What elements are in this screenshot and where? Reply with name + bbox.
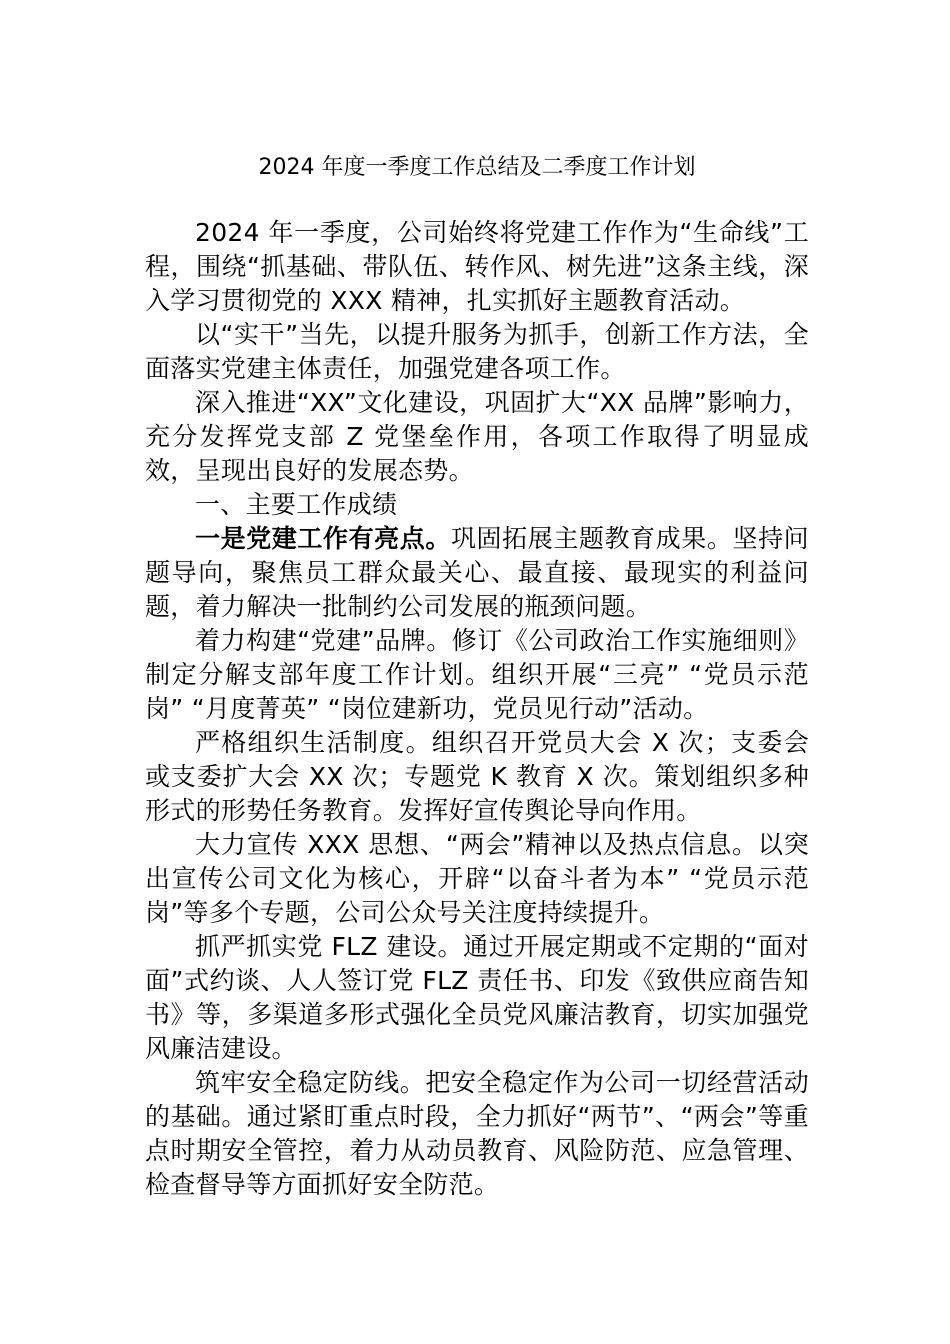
paragraph-practical: 以“实干”当先，以提升服务为抓手，创新工作方法，全面落实党建主体责任，加强党建各项工作。 [145,320,809,383]
paragraph-integrity: 抓严抓实党 FLZ 建设。通过开展定期或不定期的“面对面”式约谈、人人签订党 FLZ 责任书、印发《致供应商告知书》等，多渠道多形式强化全员党风廉洁教育，切实加强党风廉洁建设。 [145,932,809,1063]
paragraph-safety: 筑牢安全稳定防线。把安全稳定作为公司一切经营活动的基础。通过紧盯重点时段，全力抓好“两节”、“两会”等重点时期安全管控，着力从动员教育、风险防范、应急管理、检查督导等方面抓好安全防范。 [145,1068,809,1199]
paragraph-brand: 着力构建“党建”品牌。修订《公司政治工作实施细则》制定分解支部年度工作计划。组织开展“三亮” “党员示范岗” “月度菁英” “岗位建新功，党员见行动”活动。 [145,626,809,723]
paragraph-party-highlights [145,522,809,624]
paragraph-intro: 2024 年一季度，公司始终将党建工作作为“生命线”工程，围绕“抓基础、带队伍、转作风、树先进”这条主线，深入学习贯彻党的 XXX 精神，扎实抓好主题教育活动。 [145,218,809,315]
paragraph-body: 巩固拓展主题教育成果。坚持问题导向，聚焦员工群众最关心、最直接、最现实的利益问题，着力解决一批制约公司发展的瓶颈问题。 [145,524,809,621]
paragraph-org-life: 严格组织生活制度。组织召开党员大会 X 次；支委会或支委扩大会 XX 次；专题党 K 教育 X 次。策划组织多种形式的形势任务教育。发挥好宣传舆论导向作用。 [145,728,809,825]
paragraph-lead-bold: 一是党建工作有亮点。 [195,524,451,553]
section-heading-achievements: 一、主要工作成绩 [195,490,398,519]
paragraph-culture: 深入推进“XX”文化建设，巩固扩大“XX 品牌”影响力，充分发挥党支部 Z 党堡垒作用，各项工作取得了明显成效，呈现出良好的发展态势。 [145,388,809,485]
paragraph-publicity: 大力宣传 XXX 思想、“两会”精神以及热点信息。以突出宣传公司文化为核心，开辟“以奋斗者为本” “党员示范岗”等多个专题，公司公众号关注度持续提升。 [145,830,809,927]
document-title: 2024 年度一季度工作总结及二季度工作计划 [258,155,696,180]
document-page [145,150,809,1202]
